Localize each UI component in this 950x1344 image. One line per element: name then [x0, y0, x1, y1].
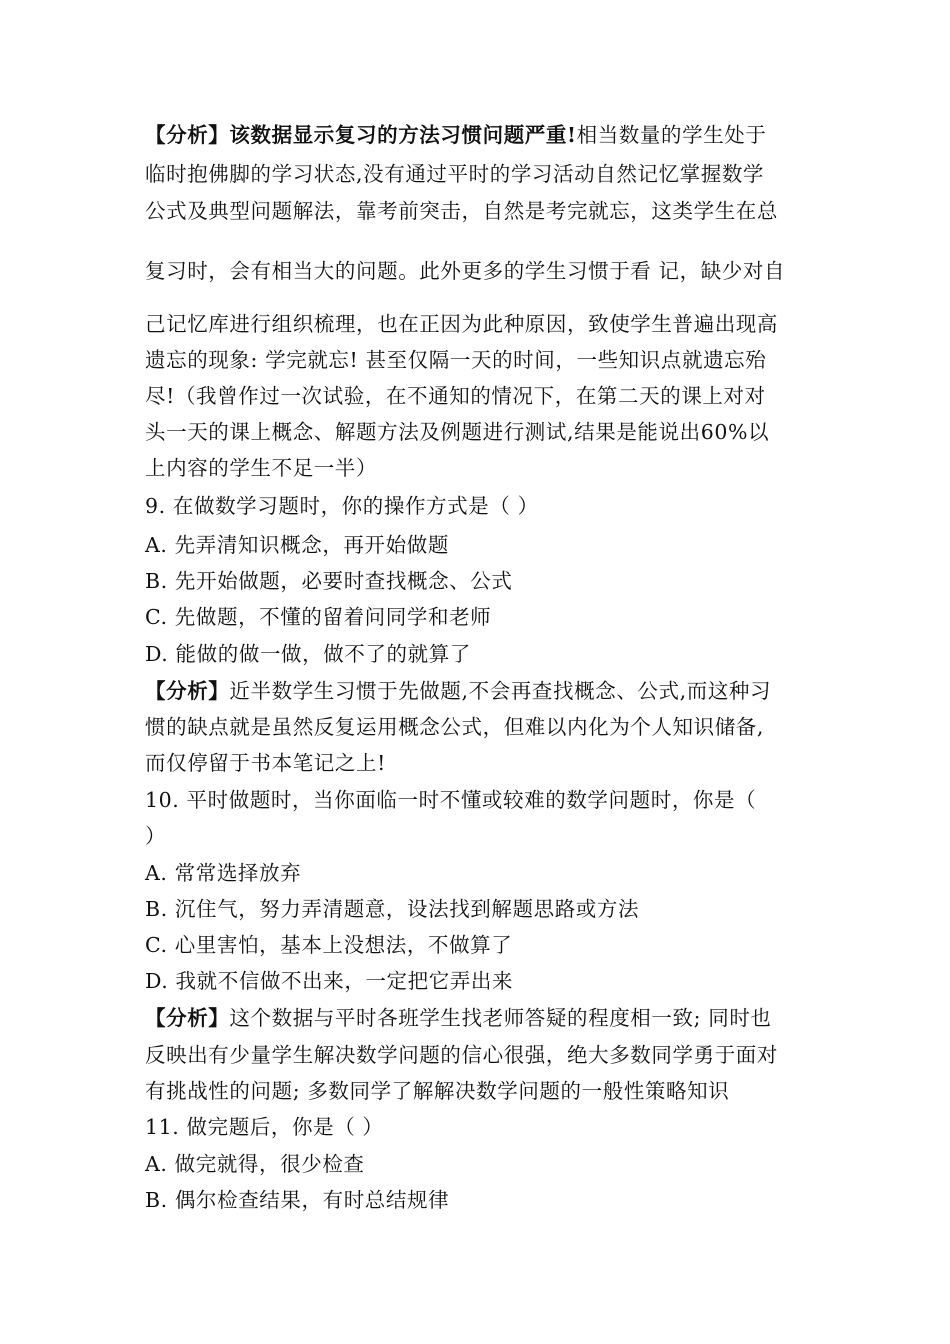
analysis3-line1	[145, 1004, 772, 1032]
analysis1-line5: 己记忆库进行组织梳理，也在正因为此种原因，致使学生普遍出现高	[145, 312, 778, 336]
analysis-tag: 【分析】	[145, 1006, 230, 1030]
q10-option-d: D. 我就不信做不出来，一定把它弄出来	[145, 969, 514, 993]
analysis1-line8: 头一天的课上概念、解题方法及例题进行测试,结果是能说出60%以	[145, 420, 770, 444]
analysis1-line1	[145, 121, 767, 149]
analysis1-line3: 公式及典型问题解法，靠考前突击，自然是考完就忘，这类学生在总	[145, 199, 778, 223]
q9-option-a: A. 先弄清知识概念，再开始做题	[145, 533, 449, 557]
analysis1-line2: 临时抱佛脚的学习状态,没有通过平时的学习活动自然记忆掌握数学	[145, 162, 765, 186]
analysis2-line3: 而仅停留于书本笔记之上!	[145, 751, 386, 775]
analysis-tag: 【分析】	[145, 123, 230, 147]
analysis1-bold-lead: 该数据显示复习的方法习惯问题严重!	[229, 123, 577, 147]
analysis3-line2: 反映出有少量学生解决数学问题的信心很强，绝大多数同学勇于面对	[145, 1043, 778, 1067]
q11-option-b: B. 偶尔检查结果，有时总结规律	[145, 1188, 450, 1212]
analysis3-line3: 有挑战性的问题; 多数同学了解解决数学问题的一般性策略知识	[145, 1079, 730, 1103]
analysis2-line1-text: 近半数学生习惯于先做题,不会再查找概念、公式,而这种习	[229, 679, 772, 703]
analysis2-line1	[145, 677, 771, 705]
analysis2-line2: 惯的缺点就是虽然反复运用概念公式，但难以内化为个人知识储备,	[145, 715, 765, 739]
q9-option-d: D. 能做的做一做，做不了的就算了	[145, 642, 471, 666]
question-9: 9. 在做数学习题时，你的操作方式是（ ）	[145, 494, 539, 518]
q9-option-c: C. 先做题，不懂的留着问同学和老师	[145, 605, 492, 629]
analysis1-line4: 复习时，会有相当大的问题。此外更多的学生习惯于看 记，缺少对自	[145, 259, 786, 283]
question-10-line2: ）	[145, 824, 167, 848]
analysis-tag: 【分析】	[145, 679, 230, 703]
analysis1-line9: 上内容的学生不足一半）	[145, 456, 378, 480]
q10-option-c: C. 心里害怕，基本上没想法，不做算了	[145, 933, 513, 957]
q10-option-b: B. 沉住气，努力弄清题意，设法找到解题思路或方法	[145, 897, 640, 921]
q11-option-a: A. 做完就得，很少检查	[145, 1152, 365, 1176]
analysis1-line6: 遗忘的现象: 学完就忘! 甚至仅隔一天的时间，一些知识点就遗忘殆	[145, 348, 767, 372]
analysis3-line1-text: 这个数据与平时各班学生找老师答疑的程度相一致; 同时也	[229, 1006, 772, 1030]
analysis1-line7: 尽!（我曾作过一次试验，在不通知的情况下，在第二天的课上对对	[145, 384, 766, 408]
q10-option-a: A. 常常选择放弃	[145, 861, 302, 885]
analysis1-line1-rest: 相当数量的学生处于	[576, 123, 767, 147]
question-11: 11. 做完题后，你是（ ）	[145, 1115, 384, 1139]
question-10-line1: 10. 平时做题时，当你面临一时不懂或较难的数学问题时，你是（	[145, 788, 757, 812]
q9-option-b: B. 先开始做题，必要时查找概念、公式	[145, 569, 513, 593]
